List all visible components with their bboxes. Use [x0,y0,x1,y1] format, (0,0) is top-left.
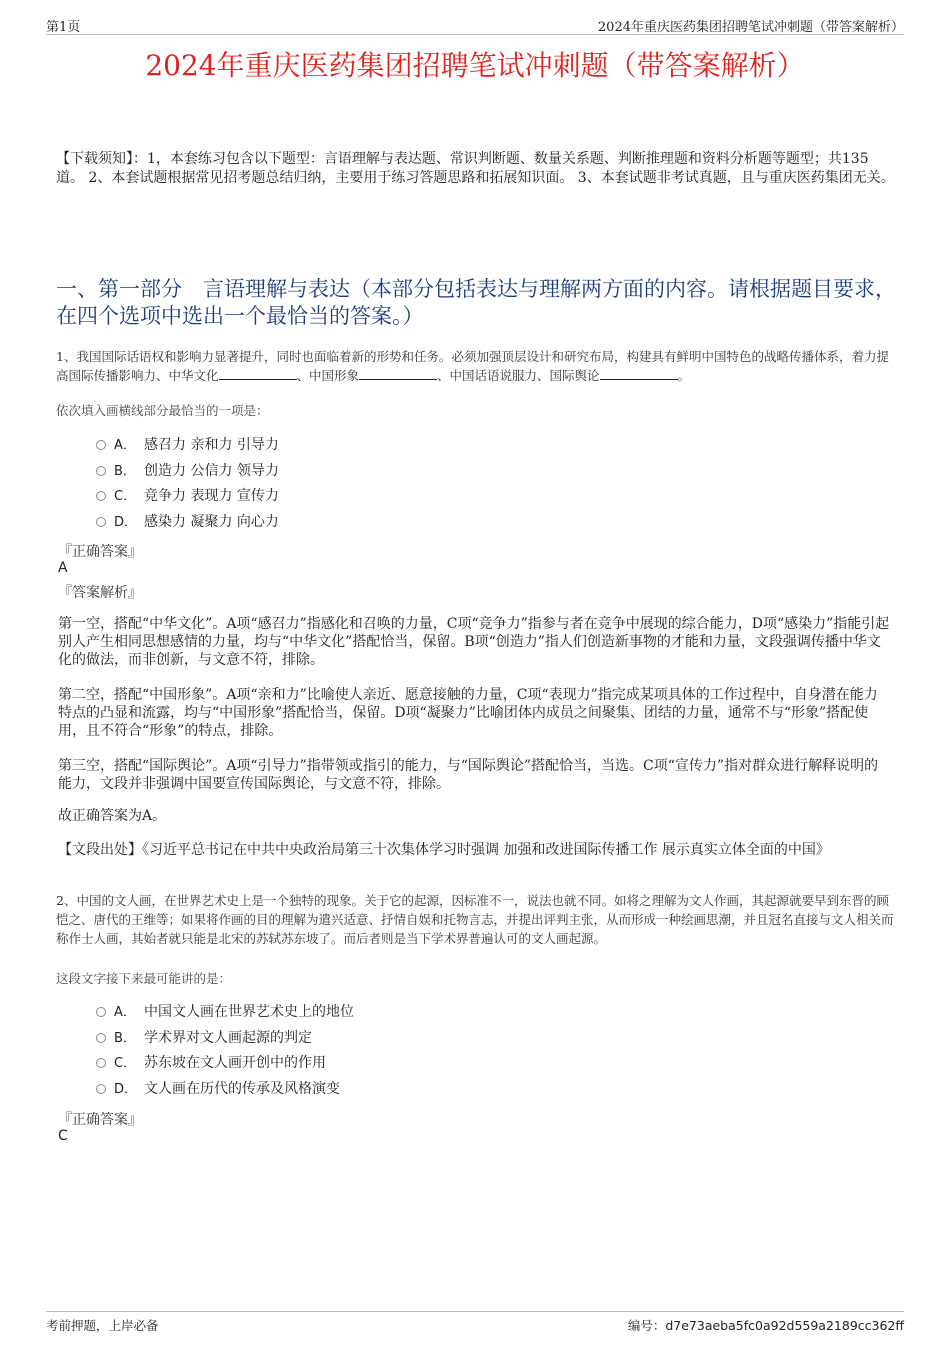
analysis-label: 『答案解析』 [58,585,142,601]
option-a[interactable]: A． 感召力 亲和力 引导力 [96,433,279,459]
option-a[interactable]: A． 中国文人画在世界艺术史上的地位 [96,1000,354,1026]
analysis-paragraph: 第一空，搭配“中华文化”。A项“感召力”指感化和召唤的力量，C项“竞争力”指参与者在竞争中展现的综合能力，D项“感染力”指能引起别人产生相同思想感情的力量，均与“中华文化”搭配恰当，保留。B项“创造力”指人们创造新事物的才能和力量，文段强调传播中华文化的做法，而非创新，与文意不符，排除。 [58,616,890,668]
page-header [46,14,904,35]
blank-1 [219,367,297,380]
radio-icon[interactable] [96,466,106,476]
radio-icon[interactable] [96,1084,106,1094]
header-doc-title: 2024年重庆医药集团招聘笔试冲刺题（带答案解析） [597,20,904,35]
blank-2 [359,367,437,380]
radio-icon[interactable] [96,440,106,450]
page-number: 第1页 [46,20,81,35]
question-2-text: 2、中国的文人画，在世界艺术史上是一个独特的现象。关于它的起源，因标准不一，说法也就不同。如将之理解为文人作画，其起源就要早到东晋的顾恺之、唐代的王维等；如果将作画的目的理解为遣兴适意、抒情自娱和托物言志，并提出评判主张，从而形成一种绘画思潮，并且冠名直接与文人相关而称作士人画，其始者就只能是北宋的苏轼苏东坡了。而后者则是当下学术界普遍认可的文人画起源。 [56,893,894,946]
answer-label: 『正确答案』 [58,1112,142,1128]
question-2-options [96,1000,354,1102]
question-1-options [96,433,279,535]
download-notice: 【下载须知】：1，本套练习包含以下题型：言语理解与表达题、常识判断题、数量关系题、判断推理题和资料分析题等题型；共135道。 2、本套试题根据常见招考题总结归纳，主要用于练习答题思路和拓展知识面。 3、本套试题非考试真题，且与重庆医药集团无关。 [56,151,895,186]
analysis-conclusion: 故正确答案为A。 [58,808,167,824]
analysis-paragraph: 第二空，搭配“中国形象”。A项“亲和力”比喻使人亲近、愿意接触的力量，C项“表现力”指完成某项具体的工作过程中，自身潜在能力特点的凸显和流露，均与“中国形象”搭配恰当，保留。D项“凝聚力”比喻团体内成员之间聚集、团结的力量，通常不与“形象”搭配使用，且不符合“形象”的特点，排除。 [58,687,878,739]
option-c[interactable]: C． 竞争力 表现力 宣传力 [96,484,279,510]
option-b[interactable]: B． 学术界对文人画起源的判定 [96,1026,354,1052]
option-b[interactable]: B． 创造力 公信力 领导力 [96,459,279,485]
question-1-instruction: 依次填入画横线部分最恰当的一项是： [56,403,269,418]
option-d[interactable]: D． 感染力 凝聚力 向心力 [96,510,279,536]
answer-label: 『正确答案』 [58,544,142,560]
answer-value: A [58,560,68,576]
answer-value: C [58,1128,68,1144]
source-citation: 【文段出处】《习近平总书记在中共中央政治局第三十次集体学习时强调 加强和改进国际传播工作 展示真实立体全面的中国》 [58,842,830,858]
document-code: 编号：d7e73aeba5fc0a92d559a2189cc362ff [627,1318,904,1333]
radio-icon[interactable] [96,1007,106,1017]
option-c[interactable]: C． 苏东坡在文人画开创中的作用 [96,1051,354,1077]
radio-icon[interactable] [96,1033,106,1043]
section-heading: 一、第一部分 言语理解与表达（本部分包括表达与理解两方面的内容。请根据题目要求，在四个选项中选出一个最恰当的答案。） [56,277,896,328]
option-d[interactable]: D． 文人画在历代的传承及风格演变 [96,1077,354,1103]
blank-3 [600,367,678,380]
footer-slogan: 考前押题，上岸必备 [46,1318,159,1333]
radio-icon[interactable] [96,1058,106,1068]
analysis-paragraph: 第三空，搭配“国际舆论”。A项“引导力”指带领或指引的能力，与“国际舆论”搭配恰当，当选。C项“宣传力”指对群众进行解释说明的能力，文段并非强调中国要宣传国际舆论，与文意不符，排除。 [58,758,879,792]
page-footer [46,1311,904,1333]
radio-icon[interactable] [96,517,106,527]
radio-icon[interactable] [96,491,106,501]
page-title: 2024年重庆医药集团招聘笔试冲刺题（带答案解析） [145,49,805,82]
question-1-text: 1、我国国际话语权和影响力显著提升，同时也面临着新的形势和任务。必须加强顶层设计和研究布局，构建具有鲜明中国特色的战略传播体系，着力提高国际传播影响力、中华文化 、中国形象 、中国话语说服力、国际舆论 。 [56,349,889,383]
question-2-instruction: 这段文字接下来最可能讲的是： [56,971,232,986]
